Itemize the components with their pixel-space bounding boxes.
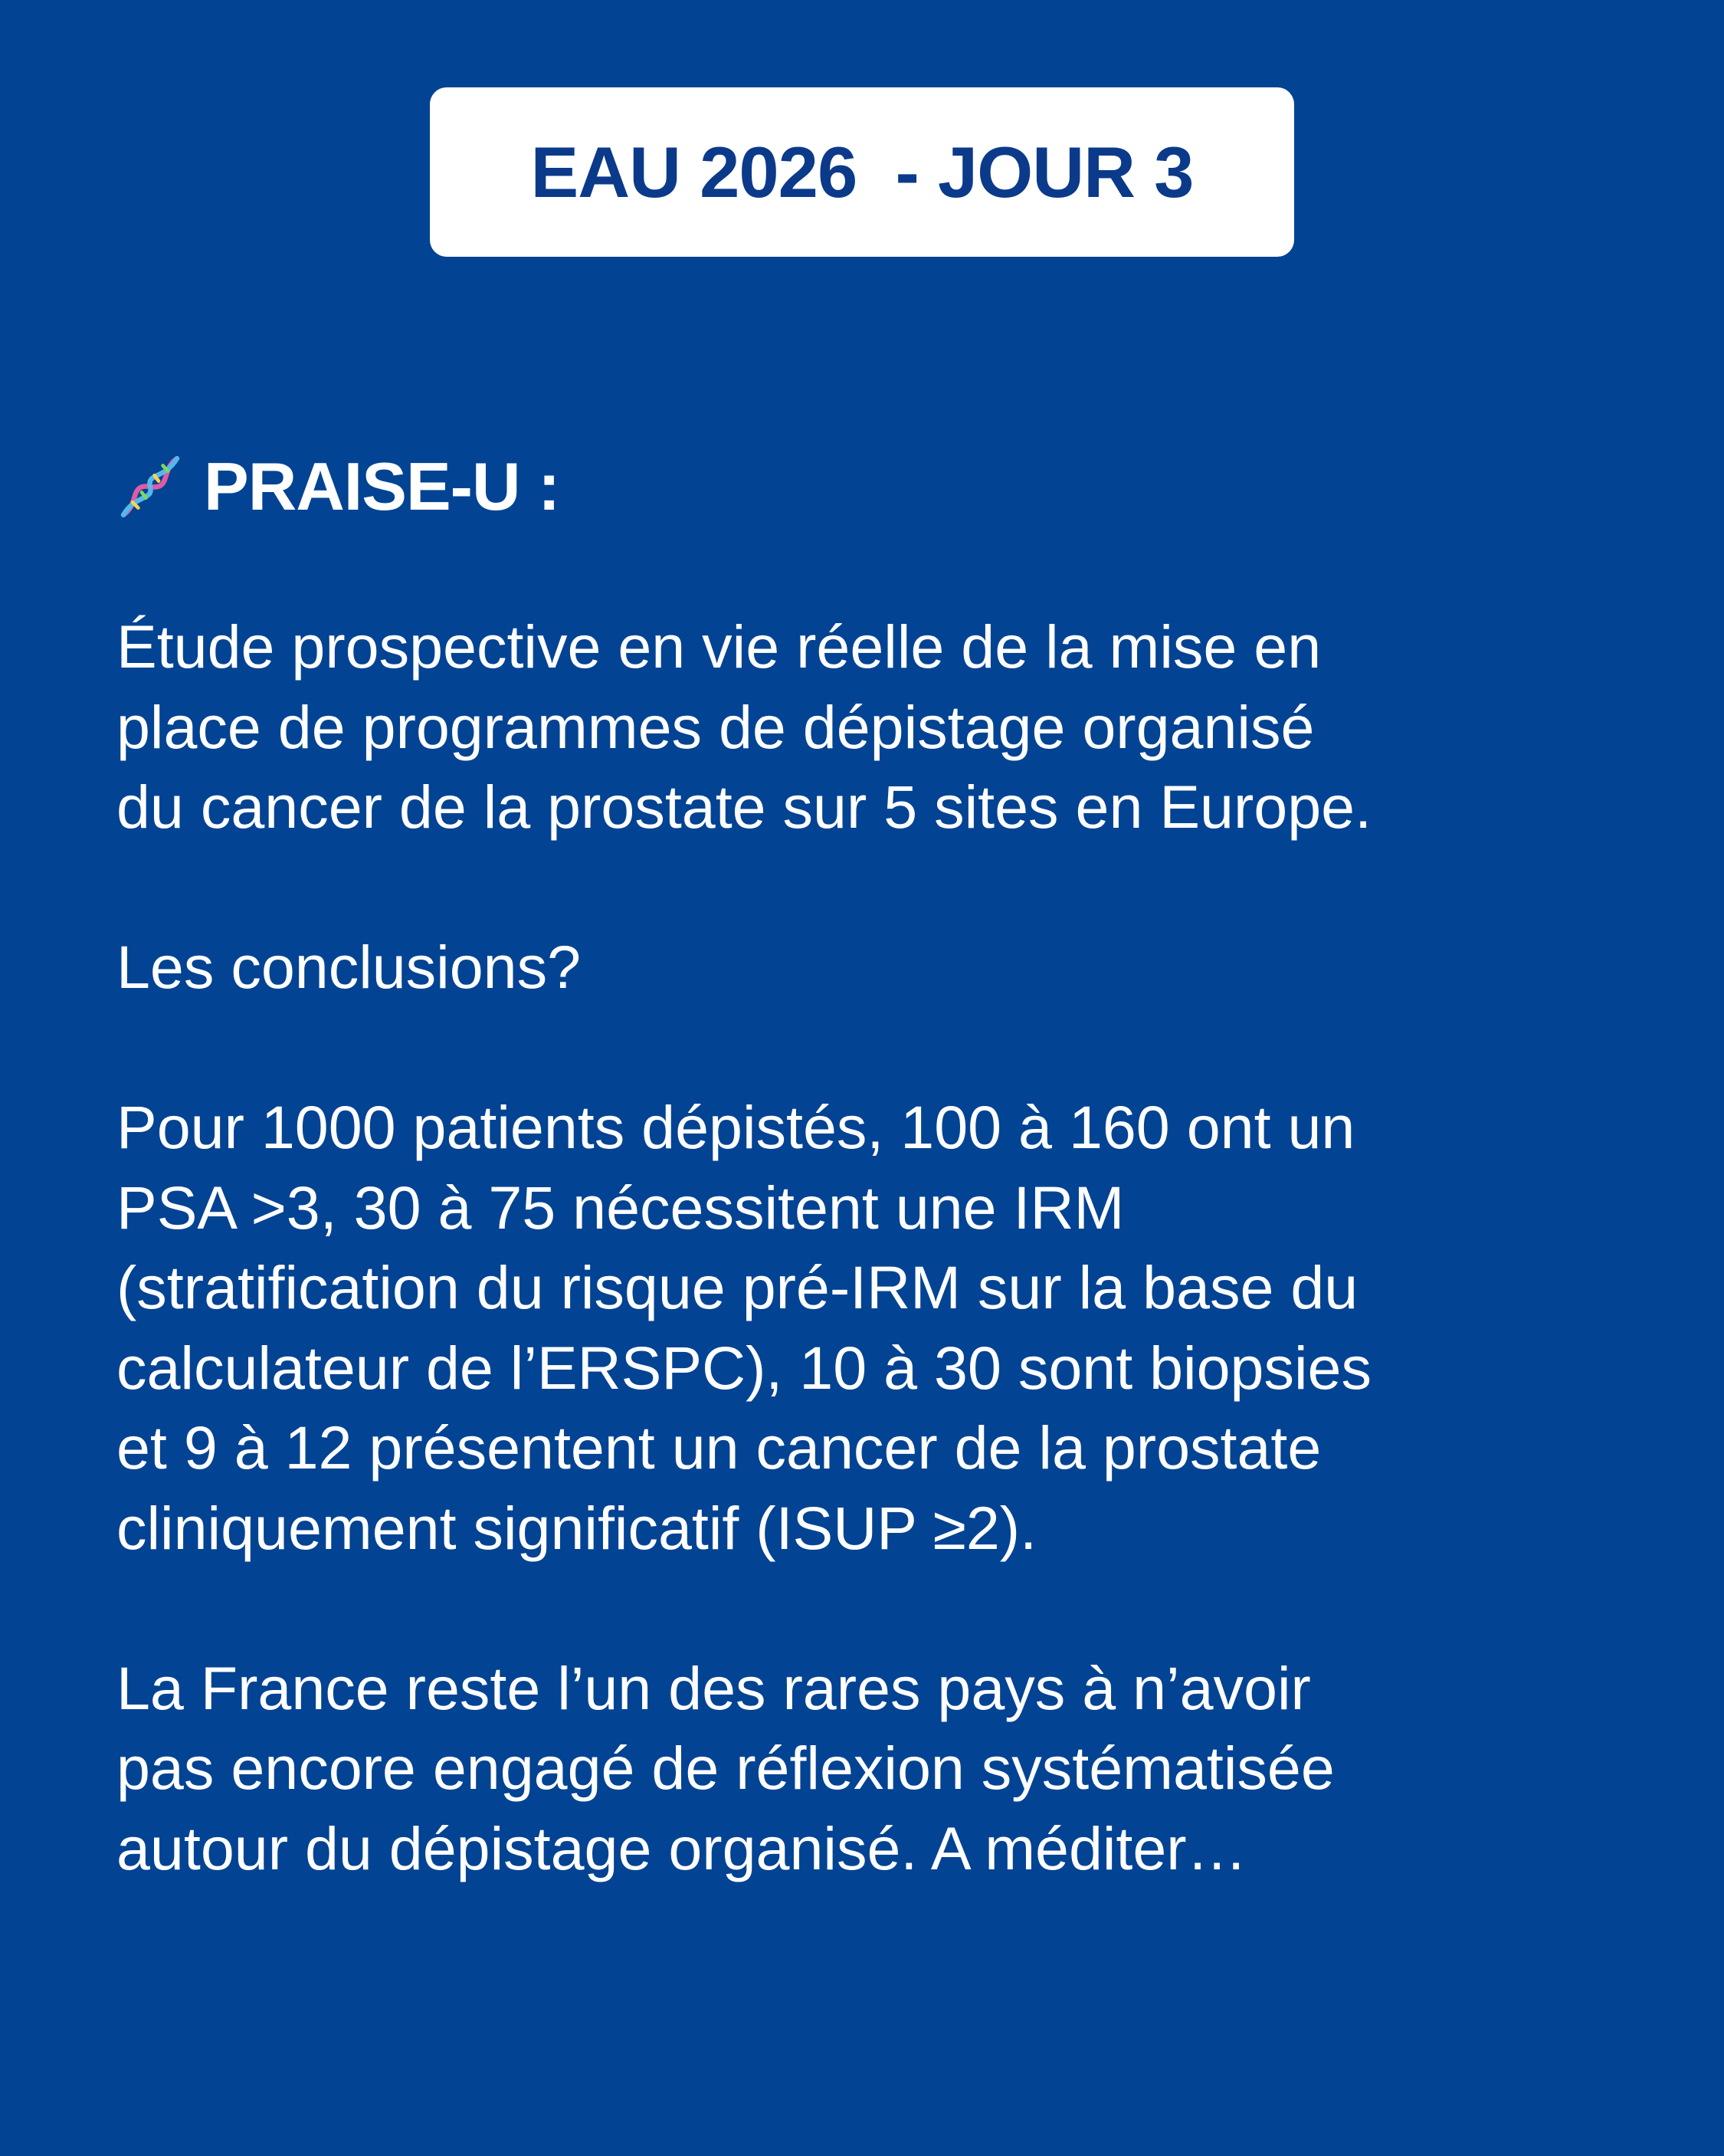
text-line: du cancer de la prostate sur 5 sites en Europe.	[116, 773, 1372, 841]
text-line: calculateur de l’ERSPC), 10 à 30 sont biopsies	[116, 1333, 1372, 1402]
text-line: cliniquement significatif (ISUP ≥2).	[116, 1493, 1037, 1562]
paragraph-results	[116, 1088, 1649, 1568]
paragraph-conclusion	[116, 1649, 1649, 1889]
text-line: (stratification du risque pré-IRM sur la base du	[116, 1253, 1359, 1321]
dna-icon	[115, 451, 185, 522]
paragraph-study	[116, 607, 1649, 848]
text-line: La France reste l’un des rares pays à n’avoir	[116, 1653, 1311, 1722]
text-line: place de programmes de dépistage organisé	[116, 692, 1315, 761]
text-line: et 9 à 12 présentent un cancer de la prostate	[116, 1413, 1322, 1482]
paragraph-question	[116, 927, 1649, 1008]
body-text	[116, 607, 1649, 1889]
text-line: Étude prospective en vie réelle de la mise en	[116, 612, 1322, 681]
text-line: Les conclusions?	[116, 933, 582, 1001]
text-line: Pour 1000 patients dépistés, 100 à 160 ont un	[116, 1093, 1355, 1161]
text-line: PSA >3, 30 à 75 nécessitent une IRM	[116, 1173, 1125, 1242]
text-line: autour du dépistage organisé. A méditer…	[116, 1813, 1247, 1882]
header-badge	[430, 87, 1294, 257]
section-heading	[115, 445, 559, 529]
text-line: pas encore engagé de réflexion systématisée	[116, 1734, 1335, 1802]
header-title: EAU 2026 - JOUR 3	[530, 131, 1194, 212]
section-title: PRAISE-U :	[204, 448, 560, 524]
